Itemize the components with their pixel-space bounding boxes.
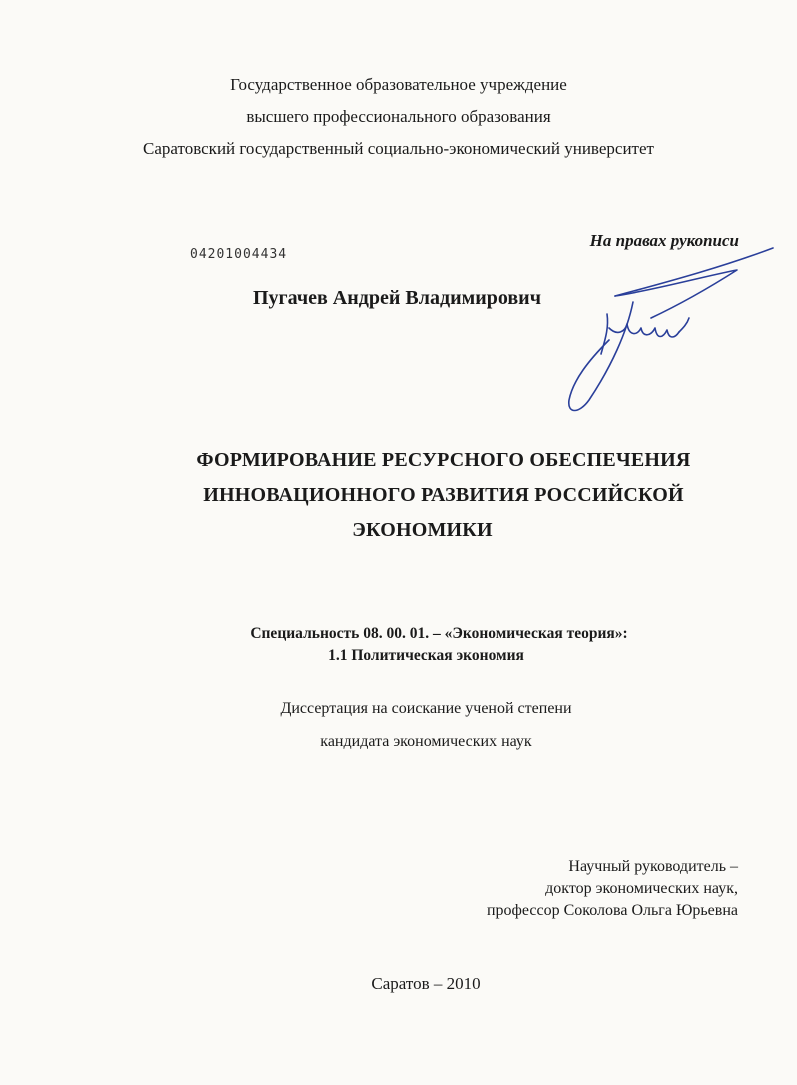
- institution-line-3: Саратовский государственный социально-экономический университет: [143, 139, 654, 158]
- title-line-3: ЭКОНОМИКИ: [352, 519, 493, 541]
- dissertation-line-2: кандидата экономических наук: [320, 733, 532, 750]
- author-name: Пугачев Андрей Владимирович: [253, 287, 541, 309]
- supervisor-line-1: Научный руководитель –: [568, 858, 738, 875]
- supervisor-line-3: профессор Соколова Ольга Юрьевна: [486, 902, 738, 919]
- signature-icon: [555, 232, 780, 417]
- title-line-2: ИННОВАЦИОННОГО РАЗВИТИЯ РОССИЙСКОЙ: [203, 484, 684, 506]
- institution-line-2: высшего профессионального образования: [246, 107, 551, 126]
- institution-line-1: Государственное образовательное учреждение: [230, 75, 567, 94]
- manuscript-code: 04201004434: [190, 247, 288, 262]
- rights-note: На правах рукописи: [589, 231, 739, 250]
- specialty-line-1: Специальность 08. 00. 01. – «Экономическая теория»:: [250, 625, 628, 642]
- city-year: Саратов – 2010: [371, 974, 481, 993]
- supervisor-line-2: доктор экономических наук,: [545, 880, 738, 897]
- specialty-line-2: 1.1 Политическая экономия: [328, 647, 524, 664]
- title-line-1: ФОРМИРОВАНИЕ РЕСУРСНОГО ОБЕСПЕЧЕНИЯ: [196, 449, 691, 471]
- dissertation-line-1: Диссертация на соискание ученой степени: [280, 700, 572, 717]
